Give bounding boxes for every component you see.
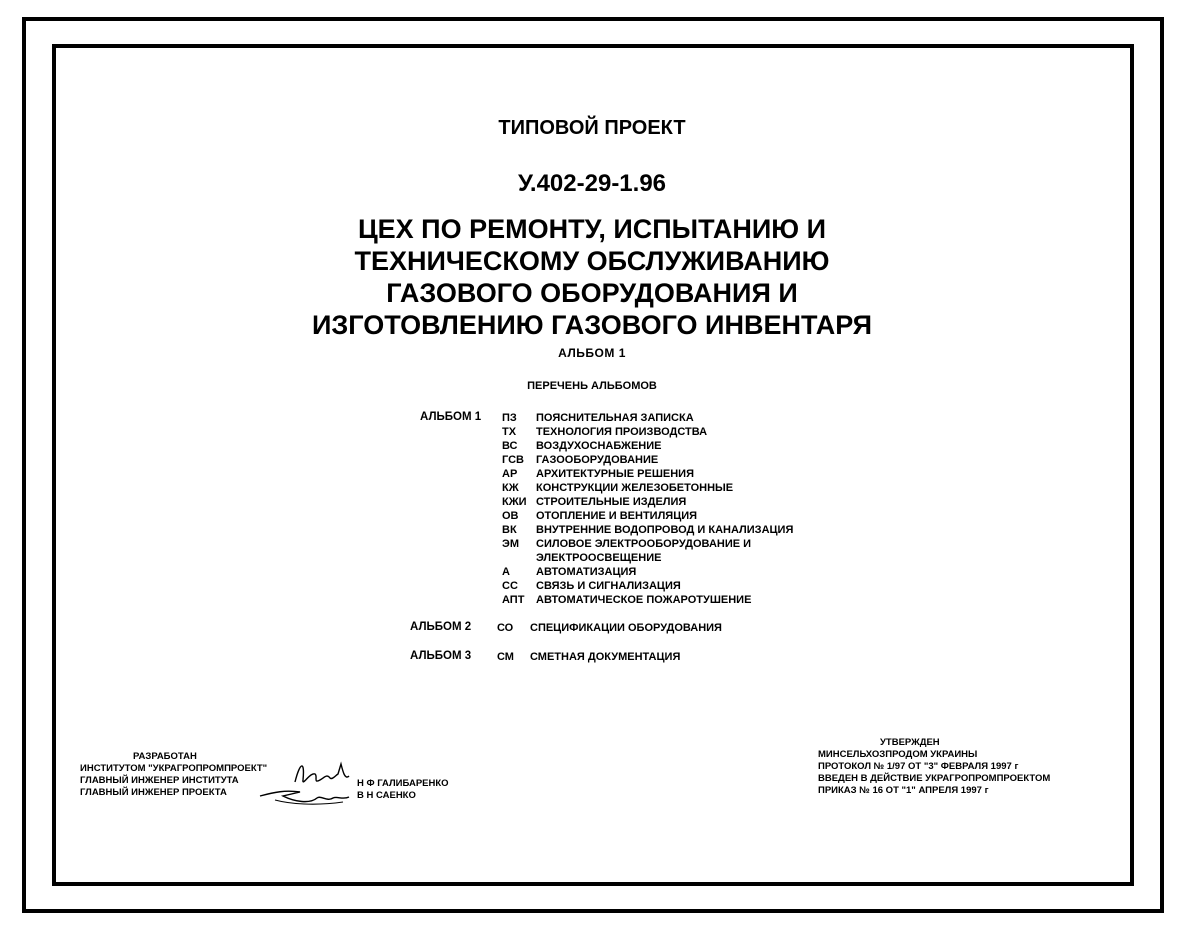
album1-item-name: КОНСТРУКЦИИ ЖЕЛЕЗОБЕТОННЫЕ bbox=[536, 482, 734, 494]
approval-ministry: МИНСЕЛЬХОЗПРОДОМ УКРАИНЫ bbox=[818, 749, 978, 760]
album1-item-name: СВЯЗЬ И СИГНАЛИЗАЦИЯ bbox=[536, 580, 681, 592]
album2-name: СПЕЦИФИКАЦИИ ОБОРУДОВАНИЯ bbox=[530, 622, 722, 634]
approval-protocol: ПРОТОКОЛ № 1/97 ОТ "3" ФЕВРАЛЯ 1997 г bbox=[818, 761, 1019, 772]
album1-item-code: КЖИ bbox=[502, 496, 527, 508]
album1-label: АЛЬБОМ 1 bbox=[420, 411, 482, 423]
title-line: ГАЗОВОГО ОБОРУДОВАНИЯ И bbox=[386, 278, 798, 308]
album1-item-name: СИЛОВОЕ ЭЛЕКТРООБОРУДОВАНИЕ И bbox=[536, 538, 752, 550]
album1-item-name: ВОЗДУХОСНАБЖЕНИЕ bbox=[536, 440, 662, 452]
approval-order: ПРИКАЗ № 16 ОТ "1" АПРЕЛЯ 1997 г bbox=[818, 785, 989, 796]
title-line: ЦЕХ ПО РЕМОНТУ, ИСПЫТАНИЮ И bbox=[357, 214, 827, 244]
album1-item-code: ВС bbox=[502, 440, 518, 452]
chief-engineer-project: ГЛАВНЫЙ ИНЖЕНЕР ПРОЕКТА bbox=[80, 787, 227, 798]
album1-item-name: АВТОМАТИЧЕСКОЕ ПОЖАРОТУШЕНИЕ bbox=[536, 594, 752, 606]
title-line: ТЕХНИЧЕСКОМУ ОБСЛУЖИВАНИЮ bbox=[354, 246, 830, 276]
album1-item-code: КЖ bbox=[502, 482, 519, 494]
album1-item-code: ТХ bbox=[502, 426, 517, 438]
chief-engineer-institute: ГЛАВНЫЙ ИНЖЕНЕР ИНСТИТУТА bbox=[80, 775, 239, 786]
album1-item-code: ВК bbox=[502, 524, 517, 536]
project-engineer-name: В Н САЕНКО bbox=[357, 790, 416, 801]
project-title bbox=[0, 213, 1184, 341]
album1-item-code: ЭМ bbox=[502, 538, 519, 550]
album1-item-code: А bbox=[502, 566, 510, 578]
album3-code: СМ bbox=[497, 651, 514, 663]
approval-introduced: ВВЕДЕН В ДЕЙСТВИЕ УКРАГРОПРОМПРОЕКТОМ bbox=[818, 773, 1051, 784]
album3-label: АЛЬБОМ 3 bbox=[410, 650, 472, 662]
album1-item-name: ВНУТРЕННИЕ ВОДОПРОВОД И КАНАЛИЗАЦИЯ bbox=[536, 524, 794, 536]
album1-item-name: СТРОИТЕЛЬНЫЕ ИЗДЕЛИЯ bbox=[536, 496, 687, 508]
album1-item-code: ОВ bbox=[502, 510, 519, 522]
album1-item-name: ПОЯСНИТЕЛЬНАЯ ЗАПИСКА bbox=[536, 412, 694, 424]
album-list-heading: ПЕРЕЧЕНЬ АЛЬБОМОВ bbox=[527, 380, 657, 392]
album1-item-name: ГАЗООБОРУДОВАНИЕ bbox=[536, 454, 659, 466]
album2-label: АЛЬБОМ 2 bbox=[410, 621, 472, 633]
album1-item-name: ЭЛЕКТРООСВЕЩЕНИЕ bbox=[536, 552, 662, 564]
chief-engineer-name: Н Ф ГАЛИБАРЕНКО bbox=[357, 778, 449, 789]
signature-image bbox=[255, 752, 355, 812]
album-number: АЛЬБОМ 1 bbox=[558, 346, 626, 360]
album2-code: СО bbox=[497, 622, 514, 634]
developer-heading: РАЗРАБОТАН bbox=[133, 751, 197, 762]
project-code: У.402-29-1.96 bbox=[517, 170, 667, 197]
album1-item-code: АПТ bbox=[502, 594, 525, 606]
album1-item-code: ГСВ bbox=[502, 454, 524, 466]
album1-item-code: АР bbox=[502, 468, 518, 480]
approval-heading: УТВЕРЖДЕН bbox=[880, 737, 940, 748]
album1-item-name: АРХИТЕКТУРНЫЕ РЕШЕНИЯ bbox=[536, 468, 694, 480]
album1-item-code: ПЗ bbox=[502, 412, 517, 424]
album1-item-name: АВТОМАТИЗАЦИЯ bbox=[536, 566, 637, 578]
album1-item-name: ОТОПЛЕНИЕ И ВЕНТИЛЯЦИЯ bbox=[536, 510, 698, 522]
album1-item-code: СС bbox=[502, 580, 518, 592]
title-line: ИЗГОТОВЛЕНИЮ ГАЗОВОГО ИНВЕНТАРЯ bbox=[311, 310, 872, 340]
album1-item-name: ТЕХНОЛОГИЯ ПРОИЗВОДСТВА bbox=[536, 426, 708, 438]
developer-institute: ИНСТИТУТОМ "УКРАГРОПРОМПРОЕКТ" bbox=[80, 763, 268, 774]
album3-name: СМЕТНАЯ ДОКУМЕНТАЦИЯ bbox=[530, 651, 681, 663]
document-type: ТИПОВОЙ ПРОЕКТ bbox=[498, 117, 686, 139]
